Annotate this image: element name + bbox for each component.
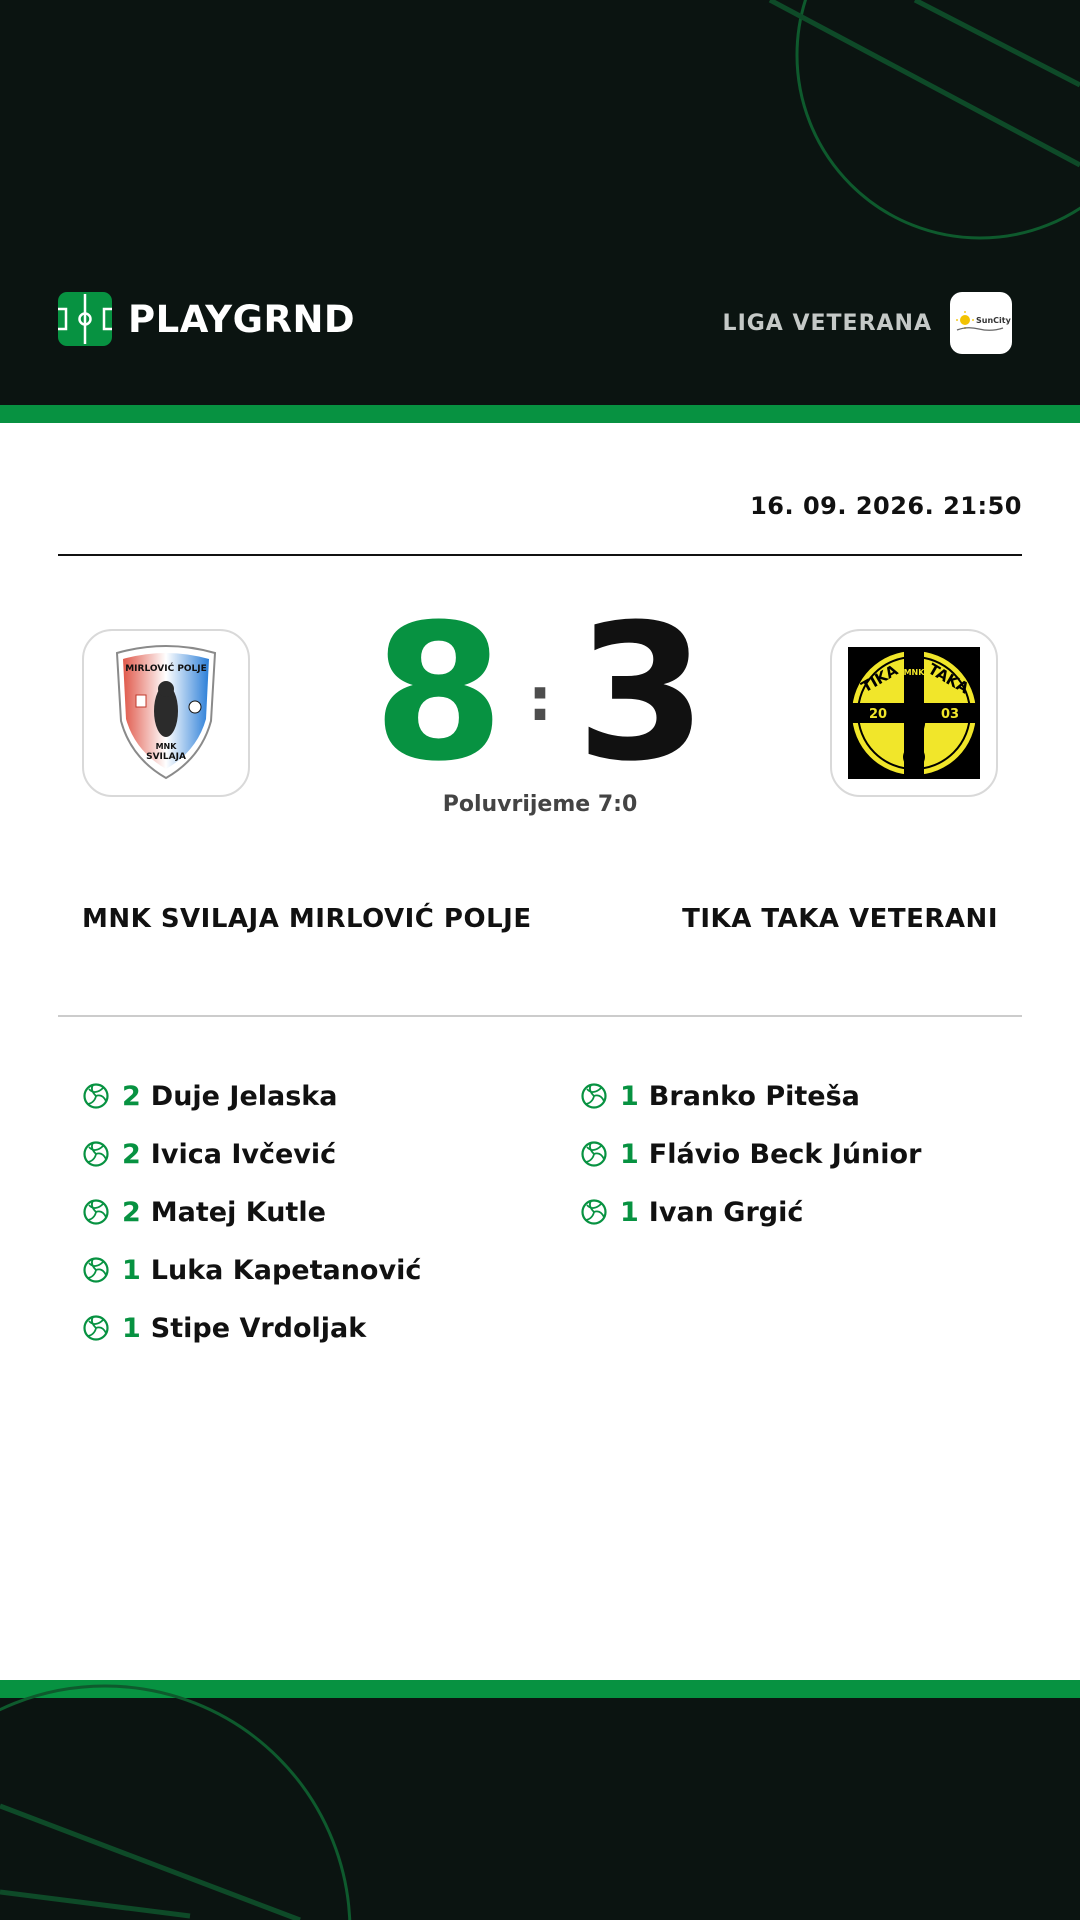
goal-count: 1 (122, 1312, 141, 1344)
away-team-name[interactable]: TIKA TAKA VETERANI (682, 904, 998, 934)
goal-count: 1 (122, 1254, 141, 1286)
brand[interactable] (58, 292, 355, 346)
list-item (580, 1125, 1040, 1183)
score-separator: : (528, 665, 552, 735)
match-datetime: 16. 09. 2026. 21:50 (750, 492, 1022, 520)
footer-band (0, 1698, 1080, 1920)
svg-text:SunCity: SunCity (976, 316, 1011, 325)
home-scorers-list (82, 1067, 542, 1357)
list-item (82, 1299, 542, 1357)
football-icon (580, 1198, 608, 1226)
goal-count: 2 (122, 1138, 141, 1170)
divider (58, 1015, 1022, 1017)
home-team-name[interactable]: MNK SVILAJA MIRLOVIĆ POLJE (82, 904, 532, 934)
svg-text:20: 20 (868, 707, 888, 722)
sun-logo-icon (955, 308, 1011, 338)
list-item (580, 1067, 1040, 1125)
footer-accent-stripe (0, 1680, 1080, 1698)
goal-count: 1 (620, 1196, 639, 1228)
scorer-name: Luka Kapetanović (150, 1254, 422, 1286)
list-item (82, 1183, 542, 1241)
svg-text:MNK: MNK (155, 742, 177, 751)
league-info (723, 292, 1012, 354)
list-item (82, 1125, 542, 1183)
sponsor-logo (950, 292, 1012, 354)
scorer-name: Matej Kutle (150, 1196, 326, 1228)
away-score: 3 (576, 584, 707, 803)
svg-text:03: 03 (940, 707, 960, 722)
goal-count: 2 (122, 1080, 141, 1112)
svg-text:SVILAJA: SVILAJA (146, 752, 186, 762)
away-team-crest[interactable] (830, 629, 998, 797)
football-icon (82, 1256, 110, 1284)
list-item (580, 1183, 1040, 1241)
football-icon (82, 1314, 110, 1342)
football-icon (580, 1140, 608, 1168)
football-icon (82, 1082, 110, 1110)
pitch-icon (58, 292, 112, 346)
list-item (82, 1067, 542, 1125)
scorer-name: Ivan Grgić (648, 1196, 804, 1228)
header-accent-stripe (0, 405, 1080, 423)
svg-text:MIRLOVIĆ POLJE: MIRLOVIĆ POLJE (125, 664, 207, 674)
scorer-name: Ivica Ivčević (150, 1138, 337, 1170)
svg-text:MNK: MNK (903, 668, 925, 677)
svg-text:TAKA: TAKA (924, 659, 973, 698)
brand-name: PLAYGRND (128, 297, 356, 341)
home-score: 8 (373, 584, 504, 803)
football-icon (580, 1082, 608, 1110)
scorer-name: Branko Piteša (648, 1080, 860, 1112)
seahorse-crest-icon (848, 647, 980, 779)
divider (58, 554, 1022, 556)
list-item (82, 1241, 542, 1299)
goal-count: 1 (620, 1080, 639, 1112)
footer-pitch-lines (0, 1698, 1080, 1920)
goal-count: 2 (122, 1196, 141, 1228)
league-name: LIGA VETERANA (722, 310, 932, 336)
football-icon (82, 1140, 110, 1168)
goal-count: 1 (620, 1138, 639, 1170)
header-band (0, 0, 1080, 405)
halftime-score: Poluvrijeme 7:0 (442, 792, 638, 817)
scorer-name: Duje Jelaska (150, 1080, 338, 1112)
away-scorers-list (580, 1067, 1040, 1241)
scorer-name: Stipe Vrdoljak (150, 1312, 367, 1344)
svg-text:TIKA: TIKA (858, 661, 901, 697)
scorer-name: Flávio Beck Júnior (648, 1138, 922, 1170)
football-icon (82, 1198, 110, 1226)
